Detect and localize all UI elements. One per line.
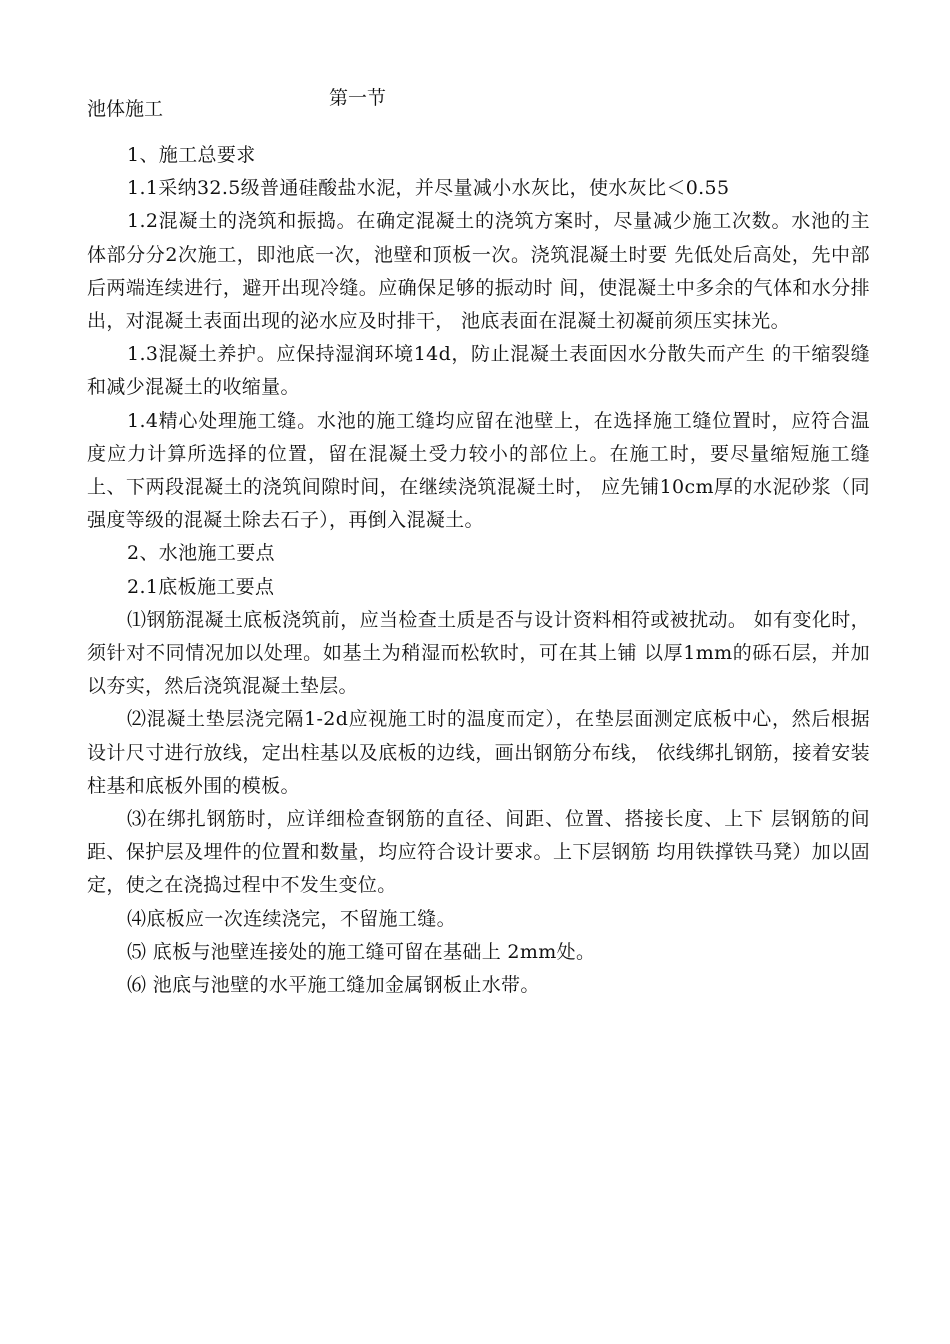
- heading-general-requirements: 1、施工总要求: [127, 144, 256, 166]
- chapter-title: 池体施工: [87, 98, 164, 120]
- paragraph-1-1: 1.1采纳32.5级普通硅酸盐水泥，并尽量减小水灰比，使水灰比＜0.55: [127, 177, 730, 200]
- list-item-5: ⑸ 底板与池壁连接处的施工缝可留在基础上 2mm处。: [127, 940, 596, 963]
- section-label: 第一节: [329, 87, 387, 109]
- list-item-1: ⑴钢筋混凝土底板浇筑前，应当检查土质是否与设计资料相符或被扰动。 如有变化时，须针对不同情况加以处理。如基土为稍湿而松软时，可在其上铺 以厚1mm的砾石层，并加以夯实，然后浇筑混凝土垫层。: [87, 608, 870, 698]
- list-item-2: ⑵混凝土垫层浇完隔1-2d应视施工时的温度而定），在垫层面测定底板中心，然后根据设计尺寸进行放线，定出柱基以及底板的边线，画出钢筋分布线， 依线绑扎钢筋，接着安装柱基和底板外围的模板。: [87, 708, 870, 797]
- heading-pool-construction-points: 2、水池施工要点: [127, 542, 275, 565]
- paragraph-1-3: 1.3混凝土养护。应保持湿润环境14d，防止混凝土表面因水分散失而产生 的干缩裂缝和减少混凝土的收缩量。: [87, 343, 870, 399]
- list-item-4: ⑷底板应一次连续浇完，不留施工缝。: [127, 907, 456, 930]
- list-item-3: ⑶在绑扎钢筋时，应详细检查钢筋的直径、间距、位置、搭接长度、上下 层钢筋的间距、保护层及埋件的位置和数量，均应符合设计要求。上下层钢筋 均用铁撑铁马凳）加以固定，使之在浇捣过程中不发生变位。: [87, 808, 870, 897]
- heading-floor-slab-points: 2.1底板施工要点: [127, 575, 275, 598]
- paragraph-1-2: 1.2混凝土的浇筑和振捣。在确定混凝土的浇筑方案时，尽量减少施工次数。水池的主体部分分2次施工，即池底一次，池壁和顶板一次。浇筑混凝土时要 先低处后高处，先中部后两端连续进行，避开出现冷缝。应确保足够的振动时 间，使混凝土中多余的气体和水分排出，对混凝土表面出现的泌水应及时排干， 池底表面在混凝土初凝前须压实抹光。: [87, 210, 870, 333]
- document-body: [87, 139, 870, 1002]
- list-item-6: ⑹ 池底与池壁的水平施工缝加金属钢板止水带。: [127, 974, 540, 997]
- paragraph-1-4: 1.4精心处理施工缝。水池的施工缝均应留在池壁上，在选择施工缝位置时，应符合温度应力计算所选择的位置，留在混凝土受力较小的部位上。在施工时，要尽量缩短施工缝上、下两段混凝土的浇筑间隙时间，在继续浇筑混凝土时， 应先铺10cm厚的水泥砂浆（同强度等级的混凝土除去石子），再倒入混凝土。: [87, 409, 870, 532]
